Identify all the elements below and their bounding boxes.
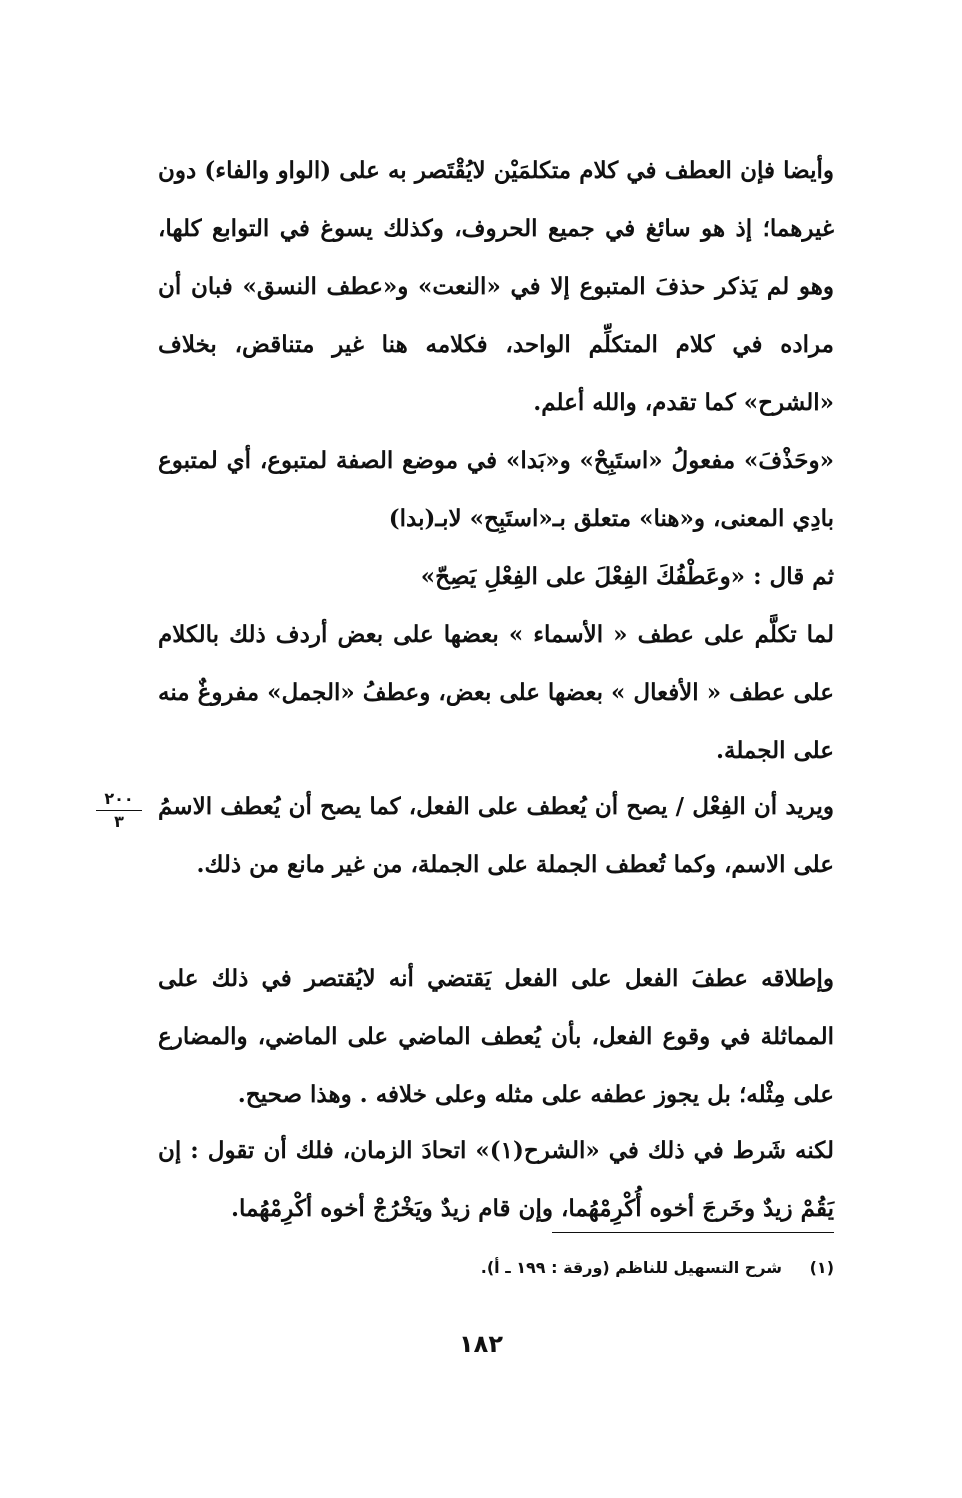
footnote: [481, 1256, 834, 1280]
paragraph-3-text: ثم قال : «وعَطْفُكَ الفِعْلَ على الفِعْلِ يَصِحّ»: [420, 563, 834, 590]
manuscript-folio-note: [96, 790, 142, 831]
paragraph-5: [158, 778, 834, 894]
paragraph-1: [158, 142, 834, 432]
paragraph-6: [158, 950, 834, 1124]
paragraph-5-text: ويريد أن الفِعْل / يصح أن يُعطف على الفعل، كما يصح أن يُعطف الاسمُ على الاسم، وكما تُعطف الجملة على الجملة، من غير مانع من ذلك.: [158, 793, 834, 878]
paragraph-1-text: وأيضا فإن العطف في كلام متكلمَيْن لايُقْتَصر به على (الواو والفاء) دون غيرهما؛ إذ هو سائغ في جميع الحروف، وكذلك يسوغ في التوابع كلها، وهو لم يَذكر حذفَ المتبوع إلا في «النعت» و«عطف النسق» فبان أن مراده في كلام المتكلِّم الواحد، فكلامه هنا غير متناقض، بخلاف «الشرح» كما تقدم، والله أعلم.: [158, 157, 834, 416]
paragraph-6-text: وإطلاقه عطفَ الفعل على الفعل يَقتضي أنه لايُقتصر في ذلك على المماثلة في وقوع الفعل، بأن يُعطف الماضي على الماضي، والمضارع على مِثْله؛ بل يجوز عطفه على مثله وعلى خلافه . وهذا صحيح.: [158, 965, 834, 1108]
paragraph-4-text: لما تكلَّم على عطف « الأسماء » بعضها على بعض أردف ذلك بالكلام على عطف « الأفعال » بعضها على بعض، وعطفُ «الجمل» مفروغٌ منه على الجملة.: [158, 621, 834, 764]
paragraph-3: [158, 548, 834, 606]
footnote-divider: [552, 1232, 834, 1233]
page-number: ١٨٢: [459, 1330, 503, 1358]
footnote-number: (١): [809, 1258, 834, 1277]
paragraph-7-text: لكنه شَرط في ذلك في «الشرح(١)» اتحادَ الزمان، فلك أن تقول : إن يَقُمْ زيدٌ وخَرجَ أخوه أُكْرِمْهُما، وإن قام زيدٌ ويَخْرُجْ أخوه أكْرِمْهُما.: [158, 1137, 834, 1222]
folio-side: ٣: [114, 812, 124, 831]
paragraph-4: [158, 606, 834, 780]
paragraph-2-text: «وحَذْفَ» مفعولُ «استَبِحْ» و«بَدا» في موضع الصفة لمتبوع، أي لمتبوع بادِي المعنى، و«هنا» متعلق بـ«استَبِح» لابـ(بدا): [158, 447, 834, 532]
paragraph-2: [158, 432, 834, 548]
paragraph-7: [158, 1122, 834, 1238]
folio-number: ٢٠٠: [96, 790, 142, 811]
footnote-text: شرح التسهيل للناظم (ورقة : ١٩٩ ـ أ).: [480, 1258, 783, 1277]
